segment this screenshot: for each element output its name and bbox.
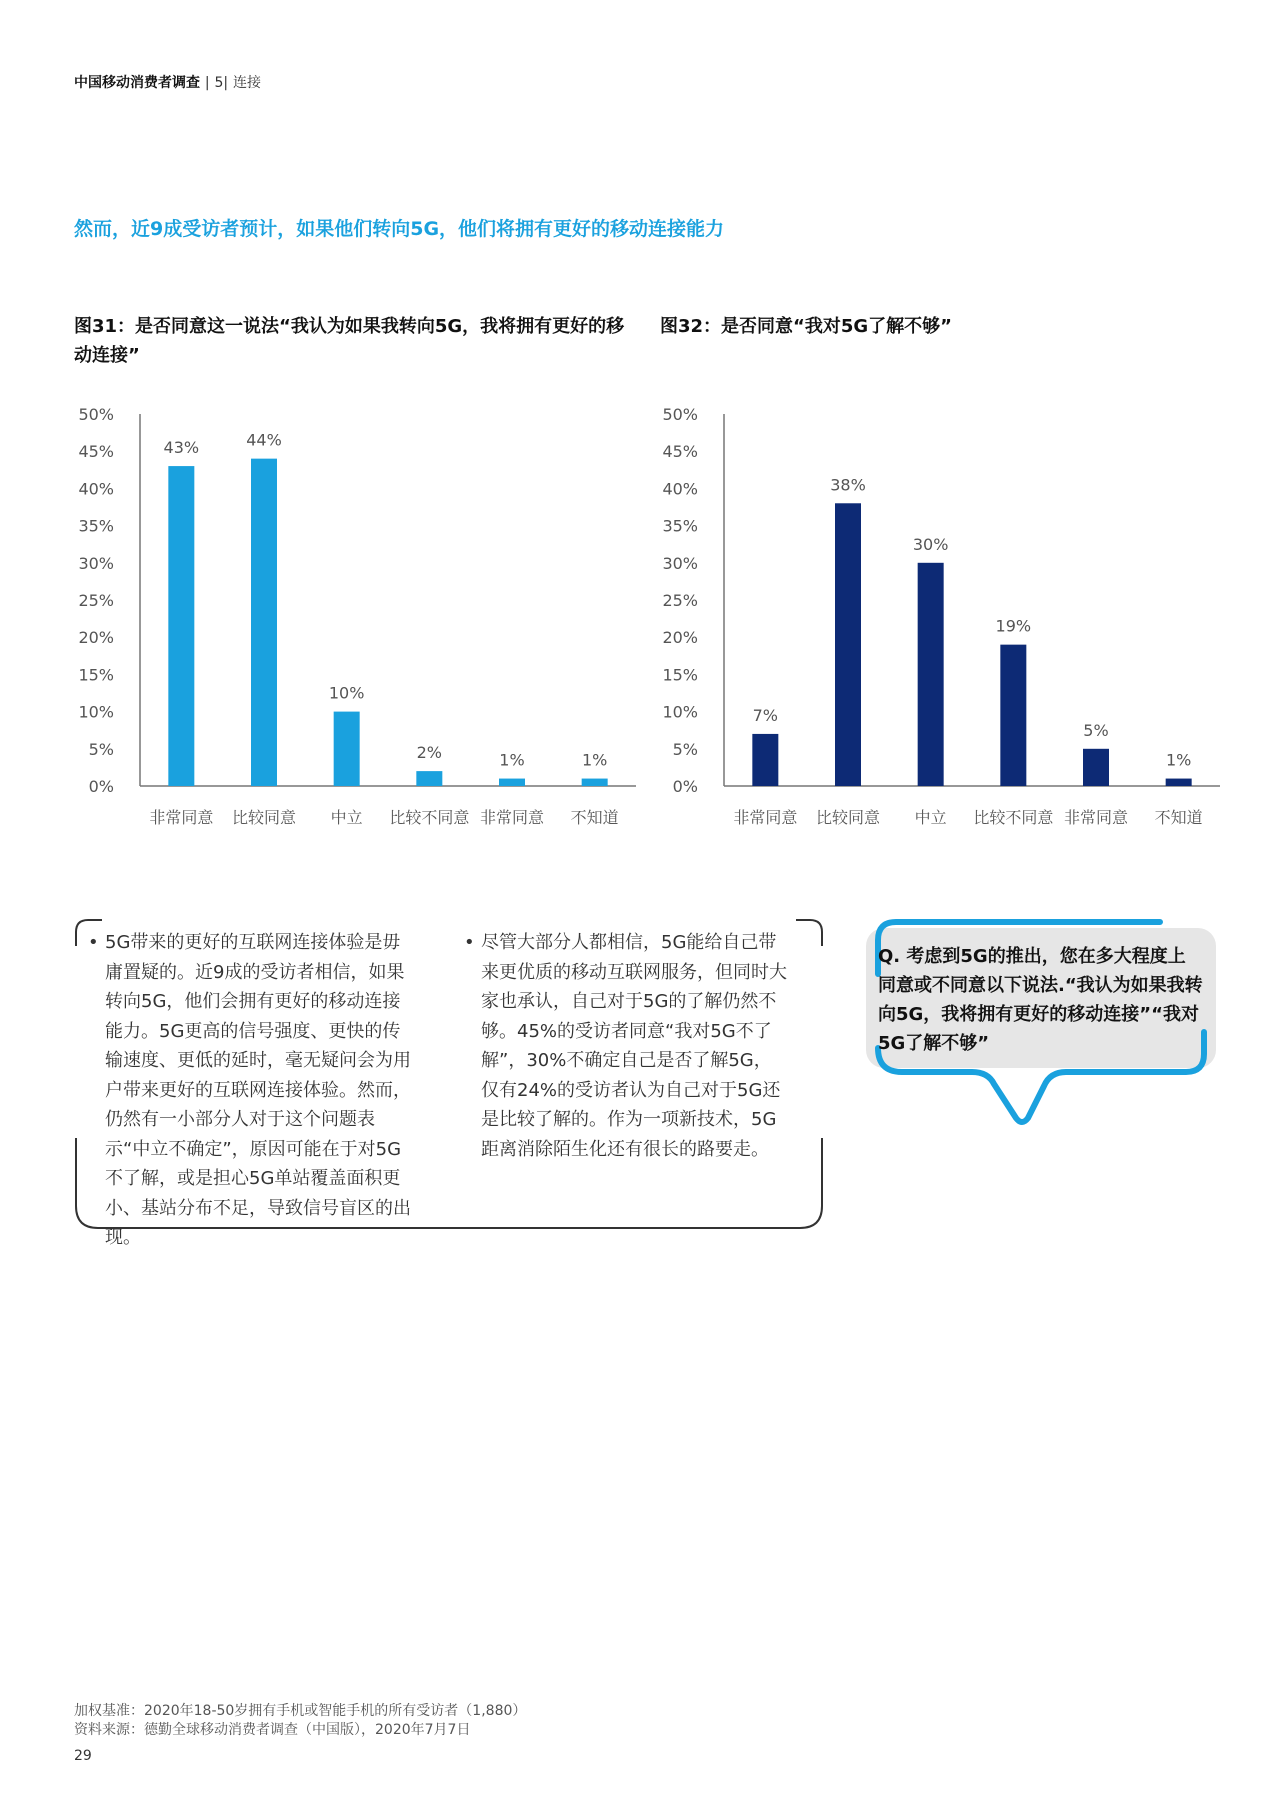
fig32-ytick-label: 15% (662, 665, 698, 685)
fig31-bar (499, 779, 525, 786)
figure-32-svg (642, 400, 1222, 840)
fig32-category-label: 比较同意 (815, 808, 881, 827)
fig31-ytick-label: 35% (78, 516, 114, 536)
fig31-data-label: 43% (163, 438, 200, 458)
section-name: 连接 (232, 75, 261, 91)
commentary-right-column (464, 928, 789, 1164)
fig32-data-label: 5% (1083, 720, 1109, 740)
fig31-bar (334, 712, 360, 786)
fig31-ytick-label: 0% (88, 777, 114, 796)
fig31-bar (251, 459, 277, 786)
fig31-data-label: 1% (499, 750, 525, 770)
fig31-data-label: 44% (246, 430, 282, 450)
fig31-bar (582, 779, 608, 786)
fig32-category-label: 比较不同意 (973, 808, 1054, 827)
fig32-ytick-label: 5% (672, 739, 698, 759)
fig31-ytick-label: 50% (78, 405, 114, 424)
header-divider: | (204, 75, 210, 91)
fig31-ytick-label: 15% (78, 665, 114, 685)
fig32-ytick-label: 40% (662, 479, 698, 499)
fig32-category-label: 不知道 (1154, 808, 1203, 827)
fig32-ytick-label: 35% (662, 516, 698, 536)
fig31-category-label: 比较不同意 (389, 808, 470, 827)
fig32-bar (835, 503, 861, 786)
figure-31-svg (58, 400, 638, 840)
commentary-box (74, 918, 824, 1248)
fig31-category-label: 比较同意 (231, 808, 297, 827)
fig32-bar (918, 563, 944, 786)
fig31-category-label: 非常同意 (149, 808, 214, 827)
fig31-ytick-label: 5% (88, 739, 114, 759)
fig31-bar (168, 466, 194, 786)
bullet-marker: • (88, 932, 99, 953)
fig31-data-label: 1% (581, 750, 608, 770)
fig31-ytick-label: 30% (78, 553, 114, 573)
fig32-data-label: 1% (1165, 750, 1192, 770)
page-header (74, 72, 261, 92)
commentary-left-text: 5G带来的更好的互联网连接体验是毋庸置疑的。近9成的受访者相信，如果转向5G，他们会拥有更好的移动连接能力。5G更高的信号强度、更快的传输速度、更低的延时，毫无疑问会为用户带来更好的互联网连接体验。然而，仍然有一小部分人对于这个问题表示“中立不确定”，原因可能在于对5G不了解，或是担心5G单站覆盖面积更小、基站分布不足，导致信号盲区的出现。 (105, 932, 411, 1248)
fig32-ytick-label: 10% (662, 702, 698, 722)
bullet-marker: • (464, 932, 475, 953)
fig32-data-label: 7% (752, 705, 779, 725)
fig32-bar (1000, 645, 1026, 786)
fig32-bar (1166, 779, 1192, 786)
fig31-ytick-label: 20% (78, 628, 114, 648)
survey-question-text: Q. 考虑到5G的推出，您在多大程度上同意或不同意以下说法.“我认为如果我转向5G，我将拥有更好的移动连接”“我对5G了解不够” (878, 946, 1203, 1054)
fig32-data-label: 38% (830, 475, 866, 495)
section-subheading: 然而，近9成受访者预计，如果他们转向5G，他们将拥有更好的移动连接能力 (74, 218, 725, 240)
fig32-ytick-label: 0% (672, 777, 698, 796)
fig32-data-label: 30% (912, 534, 949, 554)
fig32-ytick-label: 45% (662, 442, 698, 462)
footnote-source: 资料来源：德勤全球移动消费者调查（中国版），2020年7月7日 (74, 1722, 471, 1738)
section-number: 5| (214, 75, 229, 91)
commentary-right-text: 尽管大部分人都相信，5G能给自己带来更优质的移动互联网服务，但同时大家也承认，自己对于5G的了解仍然不够。45%的受访者同意“我对5G不了解”，30%不确定自己是否了解5G，仅有24%的受访者认为自己对于5G还是比较了解的。作为一项新技术，5G距离消除陌生化还有很长的路要走。 (481, 932, 787, 1160)
fig31-bar (416, 771, 442, 786)
fig32-category-label: 中立 (914, 808, 947, 827)
figure-31-chart (58, 400, 638, 840)
fig31-data-label: 10% (328, 683, 365, 703)
figure-32-title: 图32：是否同意“我对5G了解不够” (660, 316, 953, 337)
fig32-category-label: 非常同意 (1063, 808, 1129, 827)
fig32-data-label: 19% (995, 616, 1032, 636)
fig31-category-label: 中立 (330, 808, 363, 827)
figure-32-chart (642, 400, 1222, 840)
fig31-ytick-label: 10% (78, 702, 114, 722)
fig32-category-label: 非常同意 (733, 808, 798, 827)
fig32-bar (1083, 749, 1109, 786)
fig31-ytick-label: 45% (78, 442, 114, 462)
fig32-ytick-label: 50% (662, 405, 698, 424)
fig31-category-label: 不知道 (570, 808, 619, 827)
survey-question-callout (860, 918, 1222, 1138)
commentary-left-column (88, 928, 413, 1253)
footnote-base: 加权基准：2020年18-50岁拥有手机或智能手机的所有受访者（1,880） (74, 1703, 527, 1719)
page-number: 29 (74, 1748, 92, 1764)
fig31-ytick-label: 40% (78, 479, 114, 499)
fig32-ytick-label: 25% (662, 591, 698, 610)
fig32-ytick-label: 20% (662, 628, 698, 648)
fig32-ytick-label: 30% (662, 553, 698, 573)
fig31-data-label: 2% (416, 743, 443, 763)
fig31-ytick-label: 25% (78, 591, 114, 610)
fig31-category-label: 非常同意 (479, 808, 545, 827)
figure-31-title: 图31：是否同意这一说法“我认为如果我转向5G，我将拥有更好的移动连接” (74, 316, 625, 366)
report-title: 中国移动消费者调查 (74, 75, 200, 91)
fig32-bar (752, 734, 778, 786)
